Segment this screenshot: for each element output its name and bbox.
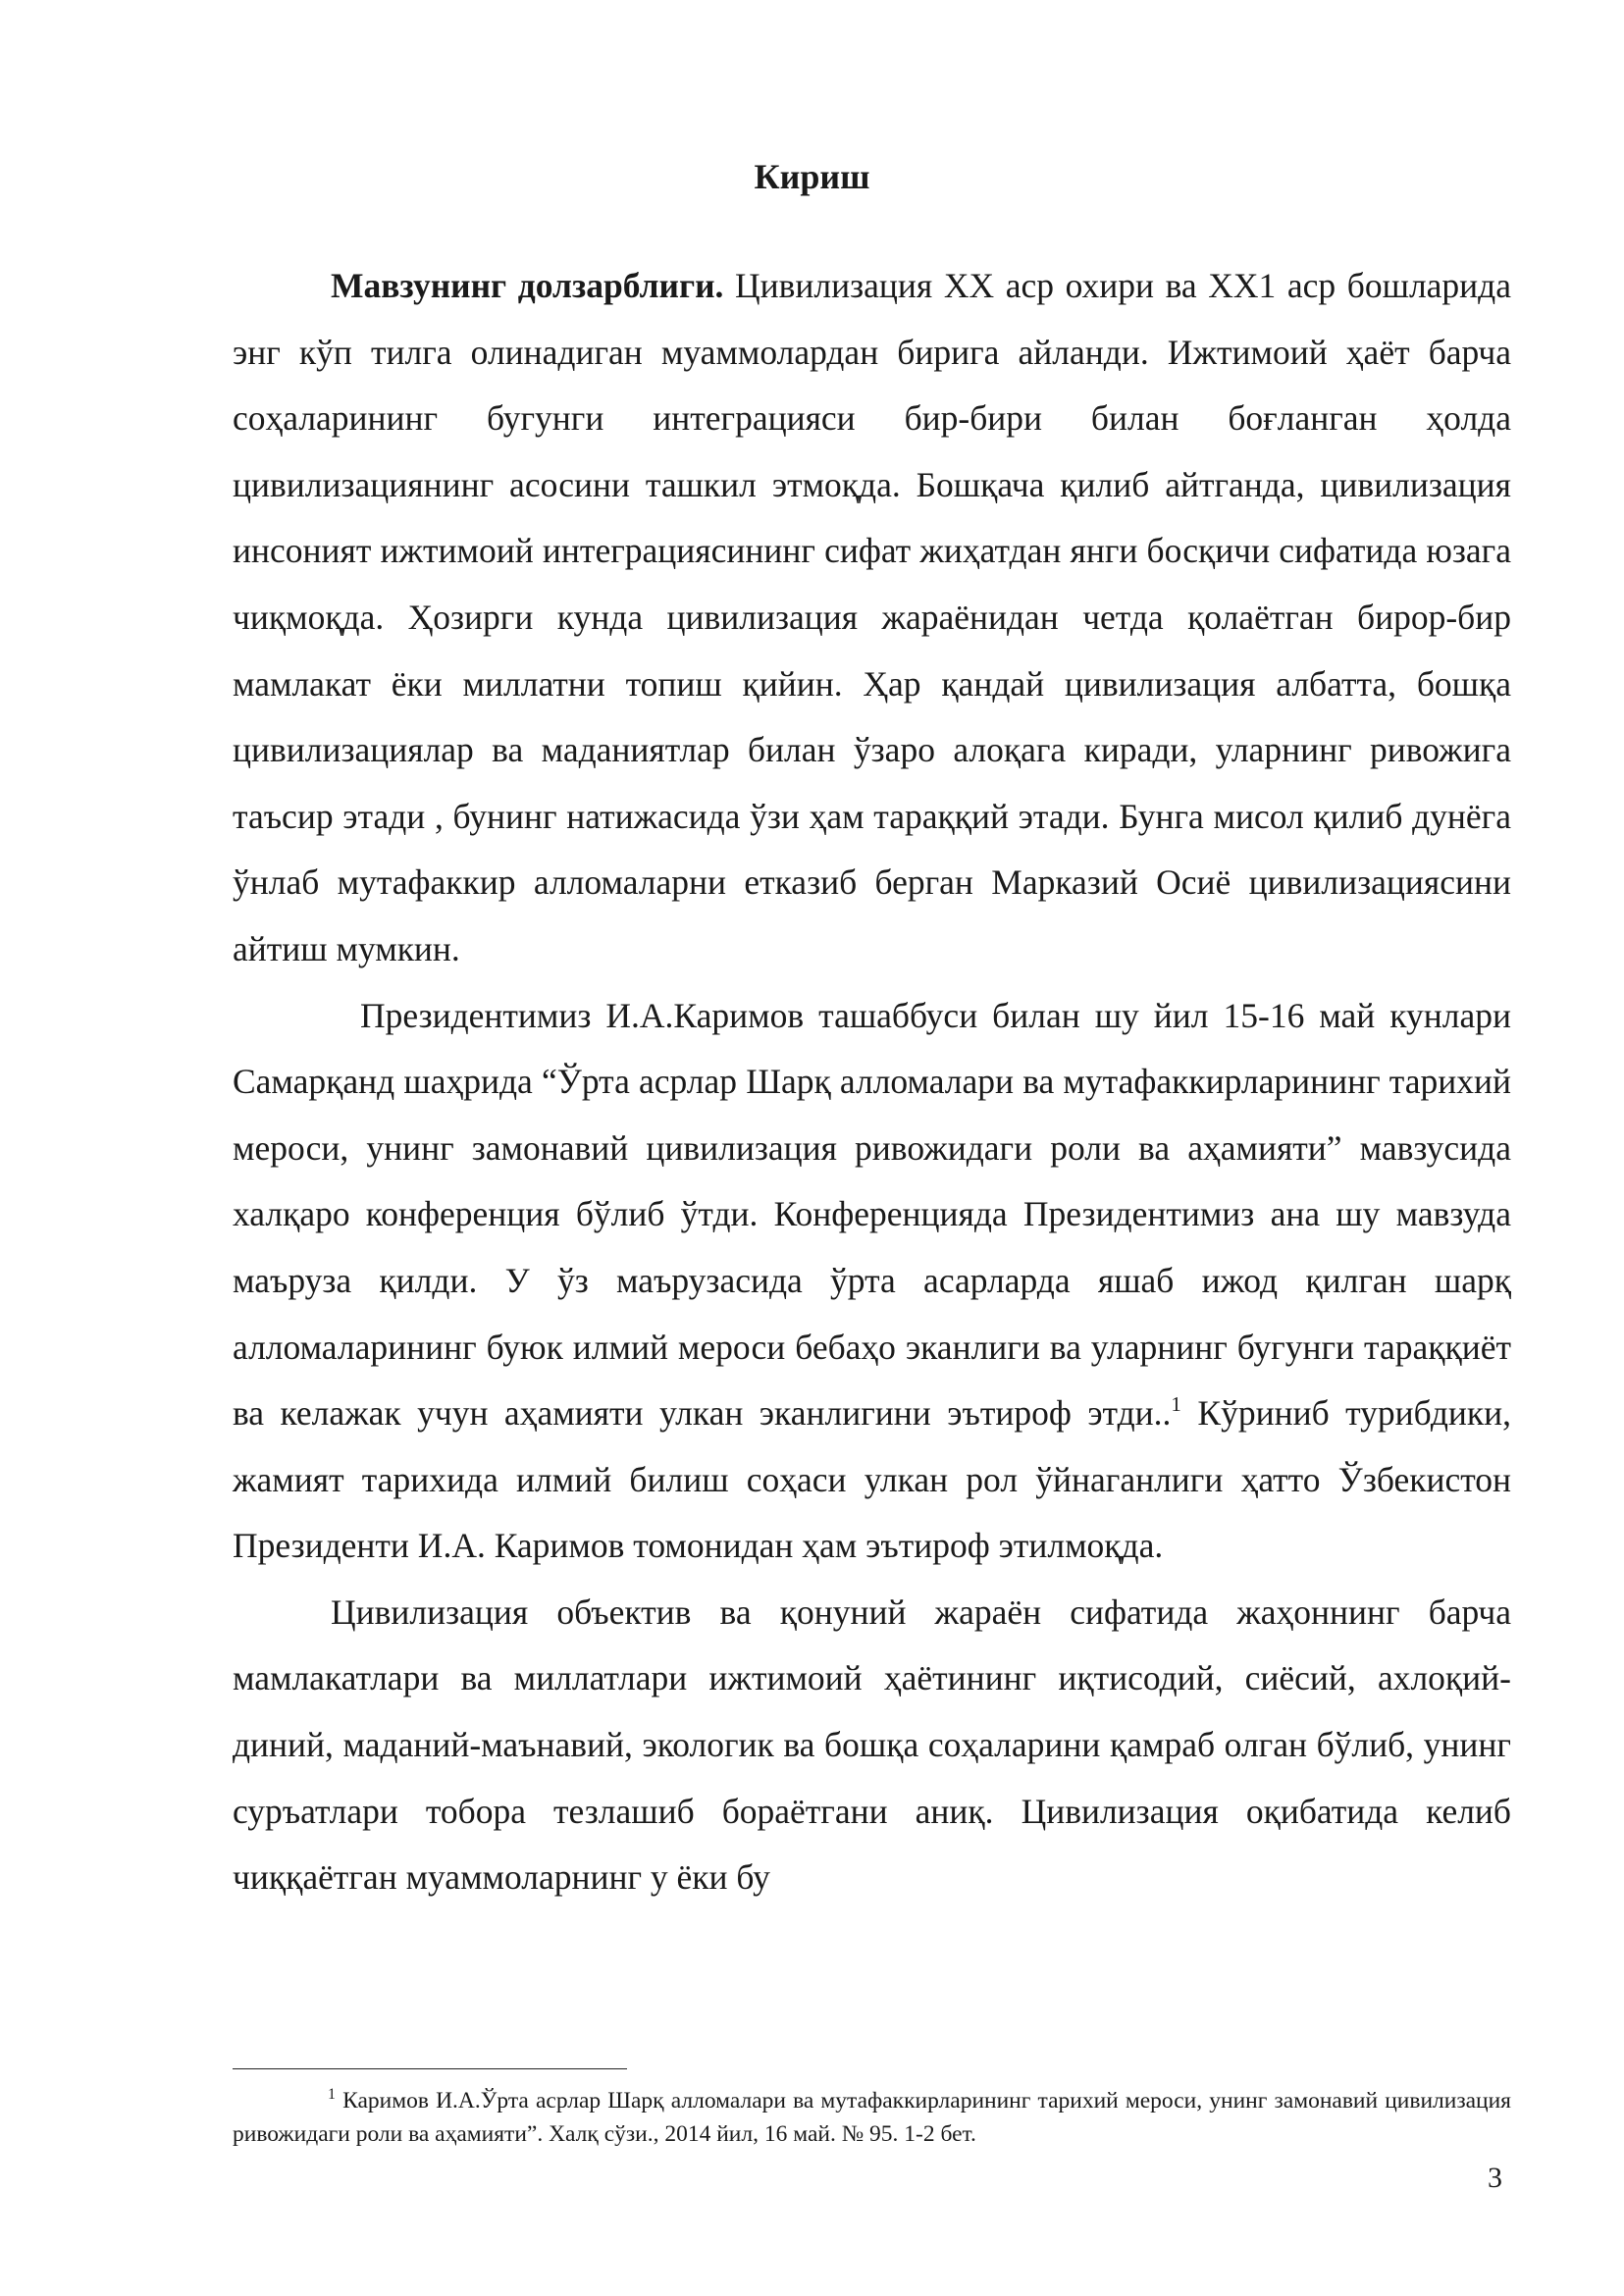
paragraph-civilization <box>233 1580 1511 1911</box>
footnote <box>233 2084 1511 2151</box>
footnote-mark: 1 <box>328 2086 336 2103</box>
footnote-separator <box>233 2068 627 2069</box>
page-title: Кириш <box>754 157 870 196</box>
paragraph-text: Цивилизация объектив ва қонуний жараён сифатида жаҳоннинг барча мамлакатлари ва миллатлари ижтимоий ҳаётининг иқтисодий, сиёсий, ахлоқий-диний, маданий-маънавий, экологик ва бошқа соҳаларини қамраб олган бўлиб, унинг суръатлари тобора тезлашиб бораётгани аниқ. Цивилизация оқибатида келиб чиққаётган муаммоларнинг у ёки бу <box>233 1592 1511 1898</box>
paragraph-president <box>233 983 1511 1580</box>
paragraph-text: Президентимиз И.А.Каримов ташаббуси билан шу йил 15-16 май кунлари Самарқанд шаҳрида “Ўрта асрлар Шарқ алломалари ва мутафаккирларининг тарихий мероси, унинг замонавий цивилизация ривожидаги роли ва аҳамияти” мавзусида халқаро конференция бўлиб ўтди. Конференцияда Президентимиз ана шу мавзуда маъруза қилди. У ўз маърузасида ўрта асарларда яшаб ижод қилган шарқ алломаларининг буюк илмий мероси бебаҳо эканлиги ва уларнинг бугунги тараққиёт ва келажак учун аҳамияти улкан эканлигини эътироф этди.. <box>233 995 1511 1434</box>
paragraph-relevance <box>233 253 1511 983</box>
paragraph-text: Цивилизация XX аср охири ва XX1 аср бошларида энг кўп тилга олинадиган муаммолардан бирига айланди. Ижтимоий ҳаёт барча соҳаларининг бугунги интеграцияси бир-бири билан боғланган ҳолда цивилизациянинг асосини ташкил этмоқда. Бошқача қилиб айтганда, цивилизация инсоният ижтимоий интеграциясининг сифат жиҳатдан янги босқичи сифатида юзага чиқмоқда. Ҳозирги кунда цивилизация жараёнидан четда қолаётган бирор-бир мамлакат ёки миллатни топиш қийин. Ҳар қандай цивилизация албатта, бошқа цивилизациялар ва маданиятлар билан ўзаро алоқага киради, уларнинг ривожига таъсир этади , бунинг натижасида ўзи ҳам тараққий этади. Бунга мисол қилиб дунёга ўнлаб мутафаккир алломаларни етказиб берган Марказий Осиё цивилизациясини айтиш мумкин. <box>233 266 1511 968</box>
body-text <box>233 253 1511 1911</box>
footnote-text: Каримов И.А.Ўрта асрлар Шарқ алломалари ва мутафаккирларининг тарихий мероси, унинг замонавий цивилизация ривожидаги роли ва аҳамияти”. Халқ сўзи., 2014 йил, 16 май. № 95. 1-2 бет. <box>233 2088 1511 2147</box>
page-number: 3 <box>1488 2162 1502 2194</box>
paragraph-text: Кўриниб турибдики, жамият тарихида илмий билиш соҳаси улкан рол ўйнаганлиги ҳатто Ўзбекистон Президенти И.А. Каримов томонидан ҳам эътироф этилмоқда. <box>233 1393 1511 1566</box>
paragraph-lead-bold: Мавзунинг долзарблиги. <box>331 266 724 305</box>
footnote-reference: 1 <box>1171 1392 1181 1417</box>
